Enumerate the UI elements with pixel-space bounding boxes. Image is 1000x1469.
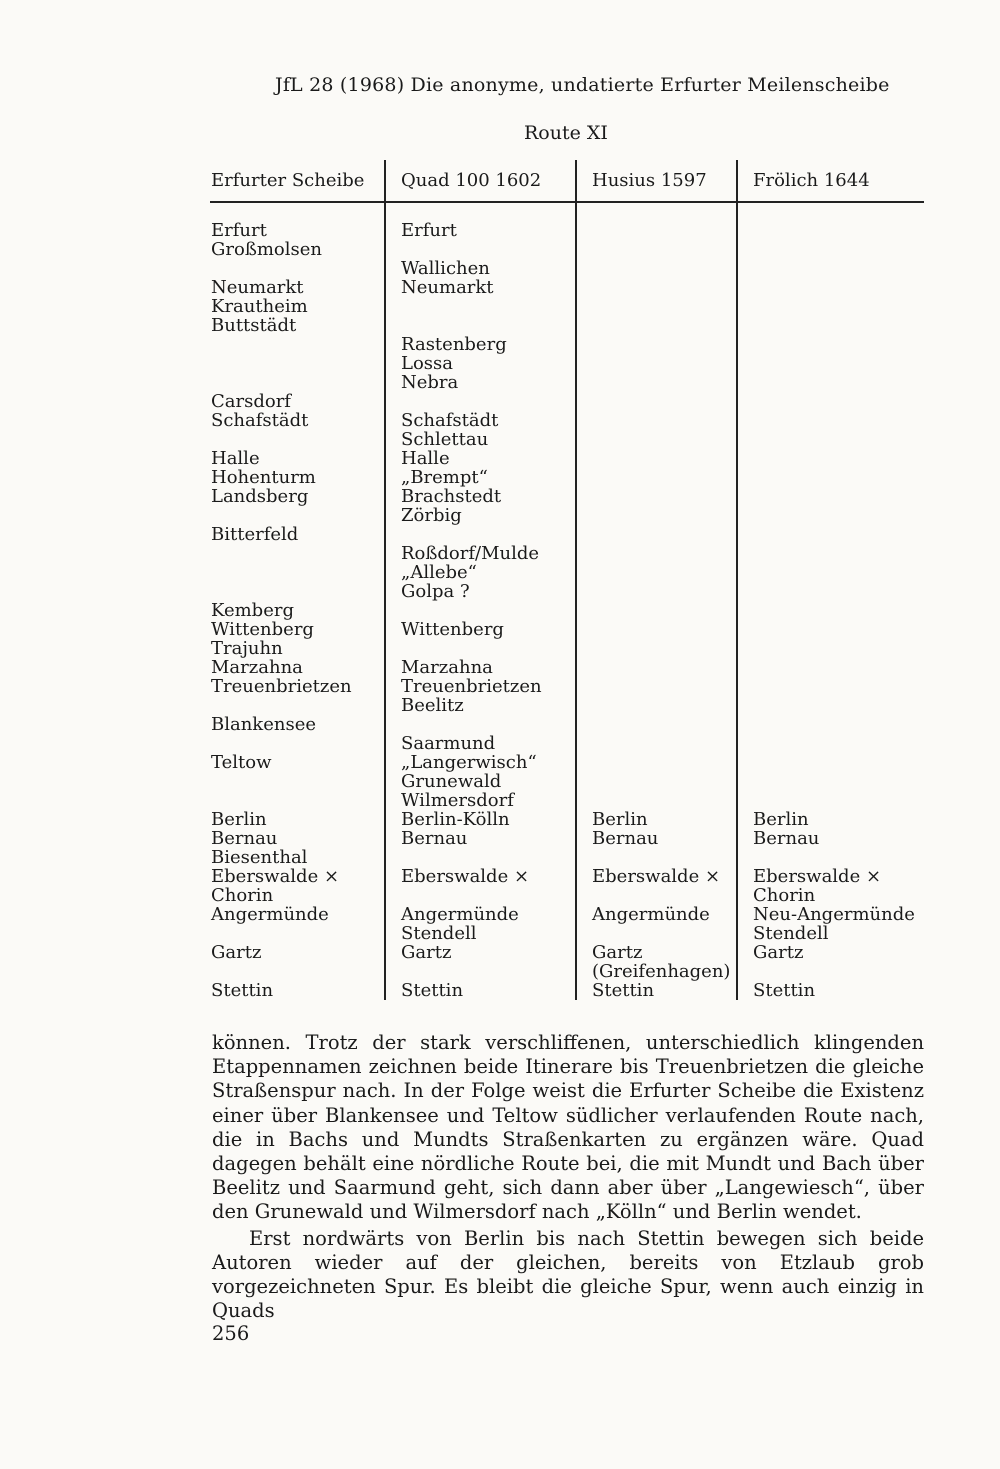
table-cell: Neu-Angermünde bbox=[753, 904, 915, 925]
table-cell: Eberswalde × bbox=[211, 866, 340, 887]
column-header-erfurter: Erfurter Scheibe bbox=[211, 170, 365, 191]
table-cell: Hohenturm bbox=[211, 467, 316, 488]
table-cell: Beelitz bbox=[401, 695, 464, 716]
table-cell: Stendell bbox=[753, 923, 829, 944]
table-cell: Marzahna bbox=[401, 657, 493, 678]
table-cell: Wallichen bbox=[401, 258, 490, 279]
table-cell: Berlin-Kölln bbox=[401, 809, 510, 830]
route-title: Route XI bbox=[524, 122, 608, 144]
table-cell: Gartz bbox=[753, 942, 804, 963]
table-cell: „Langerwisch“ bbox=[401, 752, 537, 773]
table-cell: Berlin bbox=[592, 809, 648, 830]
table-cell: (Greifenhagen) bbox=[592, 961, 731, 982]
table-cell: Biesenthal bbox=[211, 847, 308, 868]
paragraph: können. Trotz der stark verschliffenen, unterschiedlich klingenden Etappennamen zeichnen beide Itinerare bis Treuenbrietzen die gleiche Straßenspur nach. In der Folge weist die Erfurter Scheibe die Existenz einer über Blankensee und Teltow südlicher verlaufenden Route nach, die in Bachs und Mundts Straßenkarten zu ergänzen wäre. Quad dagegen behält eine nördliche Route bei, die mit Mundt und Bach über Beelitz und Saarmund geht, sich dann aber über „Langewiesch“, über den Grunewald und Wilmersdorf nach „Kölln“ und Berlin wendet. bbox=[212, 1031, 924, 1224]
table-cell: „Allebe“ bbox=[401, 562, 477, 583]
table-cell: Brachstedt bbox=[401, 486, 502, 507]
table-cell: Wittenberg bbox=[401, 619, 504, 640]
table-cell: Treuenbrietzen bbox=[211, 676, 352, 697]
table-cell: Blankensee bbox=[211, 714, 317, 735]
table-cell: Neumarkt bbox=[211, 277, 304, 298]
table-cell: Kemberg bbox=[211, 600, 294, 621]
table-cell: Krautheim bbox=[211, 296, 308, 317]
column-divider bbox=[384, 160, 386, 1000]
table-cell: Chorin bbox=[753, 885, 816, 906]
table-cell: Treuenbrietzen bbox=[401, 676, 542, 697]
table-cell: Angermünde bbox=[211, 904, 329, 925]
table-cell: Gartz bbox=[211, 942, 262, 963]
table-cell: Bernau bbox=[211, 828, 278, 849]
table-cell: Roßdorf/Mulde bbox=[401, 543, 540, 564]
page-number: 256 bbox=[212, 1322, 250, 1345]
table-cell: Teltow bbox=[211, 752, 272, 773]
column-divider bbox=[736, 160, 738, 1000]
table-cell: Bernau bbox=[592, 828, 659, 849]
table-cell: Schafstädt bbox=[401, 410, 499, 431]
paragraph: Erst nordwärts von Berlin bis nach Stettin bewegen sich beide Autoren wieder auf der gleichen, bereits von Etzlaub grob vorgezeichneten Spur. Es bleibt die gleiche Spur, wenn auch einzig in Quads bbox=[212, 1226, 924, 1323]
table-cell: Großmolsen bbox=[211, 239, 322, 260]
table-cell: Berlin bbox=[753, 809, 809, 830]
table-header-rule bbox=[210, 201, 924, 203]
table-cell: Wittenberg bbox=[211, 619, 314, 640]
table-cell: Bitterfeld bbox=[211, 524, 299, 545]
table-cell: Wilmersdorf bbox=[401, 790, 514, 811]
table-cell: „Brempt“ bbox=[401, 467, 488, 488]
table-cell: Stettin bbox=[211, 980, 274, 1001]
table-cell: Gartz bbox=[401, 942, 452, 963]
table-cell: Golpa ? bbox=[401, 581, 470, 602]
table-cell: Bernau bbox=[401, 828, 468, 849]
column-header-quad: Quad 100 1602 bbox=[401, 170, 542, 191]
table-cell: Bernau bbox=[753, 828, 820, 849]
table-cell: Landsberg bbox=[211, 486, 309, 507]
table-cell: Stendell bbox=[401, 923, 477, 944]
table-cell: Rastenberg bbox=[401, 334, 507, 355]
table-cell: Gartz bbox=[592, 942, 643, 963]
table-cell: Halle bbox=[401, 448, 450, 469]
table-cell: Neumarkt bbox=[401, 277, 494, 298]
column-header-froelich: Frölich 1644 bbox=[753, 170, 870, 191]
table-cell: Trajuhn bbox=[211, 638, 283, 659]
table-cell: Schafstädt bbox=[211, 410, 309, 431]
running-header: JfL 28 (1968) Die anonyme, undatierte Erfurter Meilenscheibe bbox=[275, 74, 890, 96]
table-cell: Carsdorf bbox=[211, 391, 291, 412]
table-cell: Marzahna bbox=[211, 657, 303, 678]
table-cell: Halle bbox=[211, 448, 260, 469]
table-cell: Chorin bbox=[211, 885, 274, 906]
table-cell: Saarmund bbox=[401, 733, 496, 754]
table-cell: Lossa bbox=[401, 353, 453, 374]
table-cell: Nebra bbox=[401, 372, 459, 393]
table-cell: Buttstädt bbox=[211, 315, 297, 336]
table-cell: Zörbig bbox=[401, 505, 462, 526]
table-cell: Berlin bbox=[211, 809, 267, 830]
column-divider bbox=[575, 160, 577, 1000]
table-cell: Schlettau bbox=[401, 429, 489, 450]
table-cell: Eberswalde × bbox=[592, 866, 721, 887]
table-cell: Stettin bbox=[753, 980, 816, 1001]
table-cell: Eberswalde × bbox=[401, 866, 530, 887]
table-cell: Erfurt bbox=[401, 220, 457, 241]
table-cell: Grunewald bbox=[401, 771, 502, 792]
table-cell: Angermünde bbox=[401, 904, 519, 925]
table-cell: Stettin bbox=[592, 980, 655, 1001]
column-header-husius: Husius 1597 bbox=[592, 170, 707, 191]
table-cell: Angermünde bbox=[592, 904, 710, 925]
body-text bbox=[212, 1031, 924, 1323]
table-cell: Stettin bbox=[401, 980, 464, 1001]
table-cell: Eberswalde × bbox=[753, 866, 882, 887]
table-cell: Erfurt bbox=[211, 220, 267, 241]
